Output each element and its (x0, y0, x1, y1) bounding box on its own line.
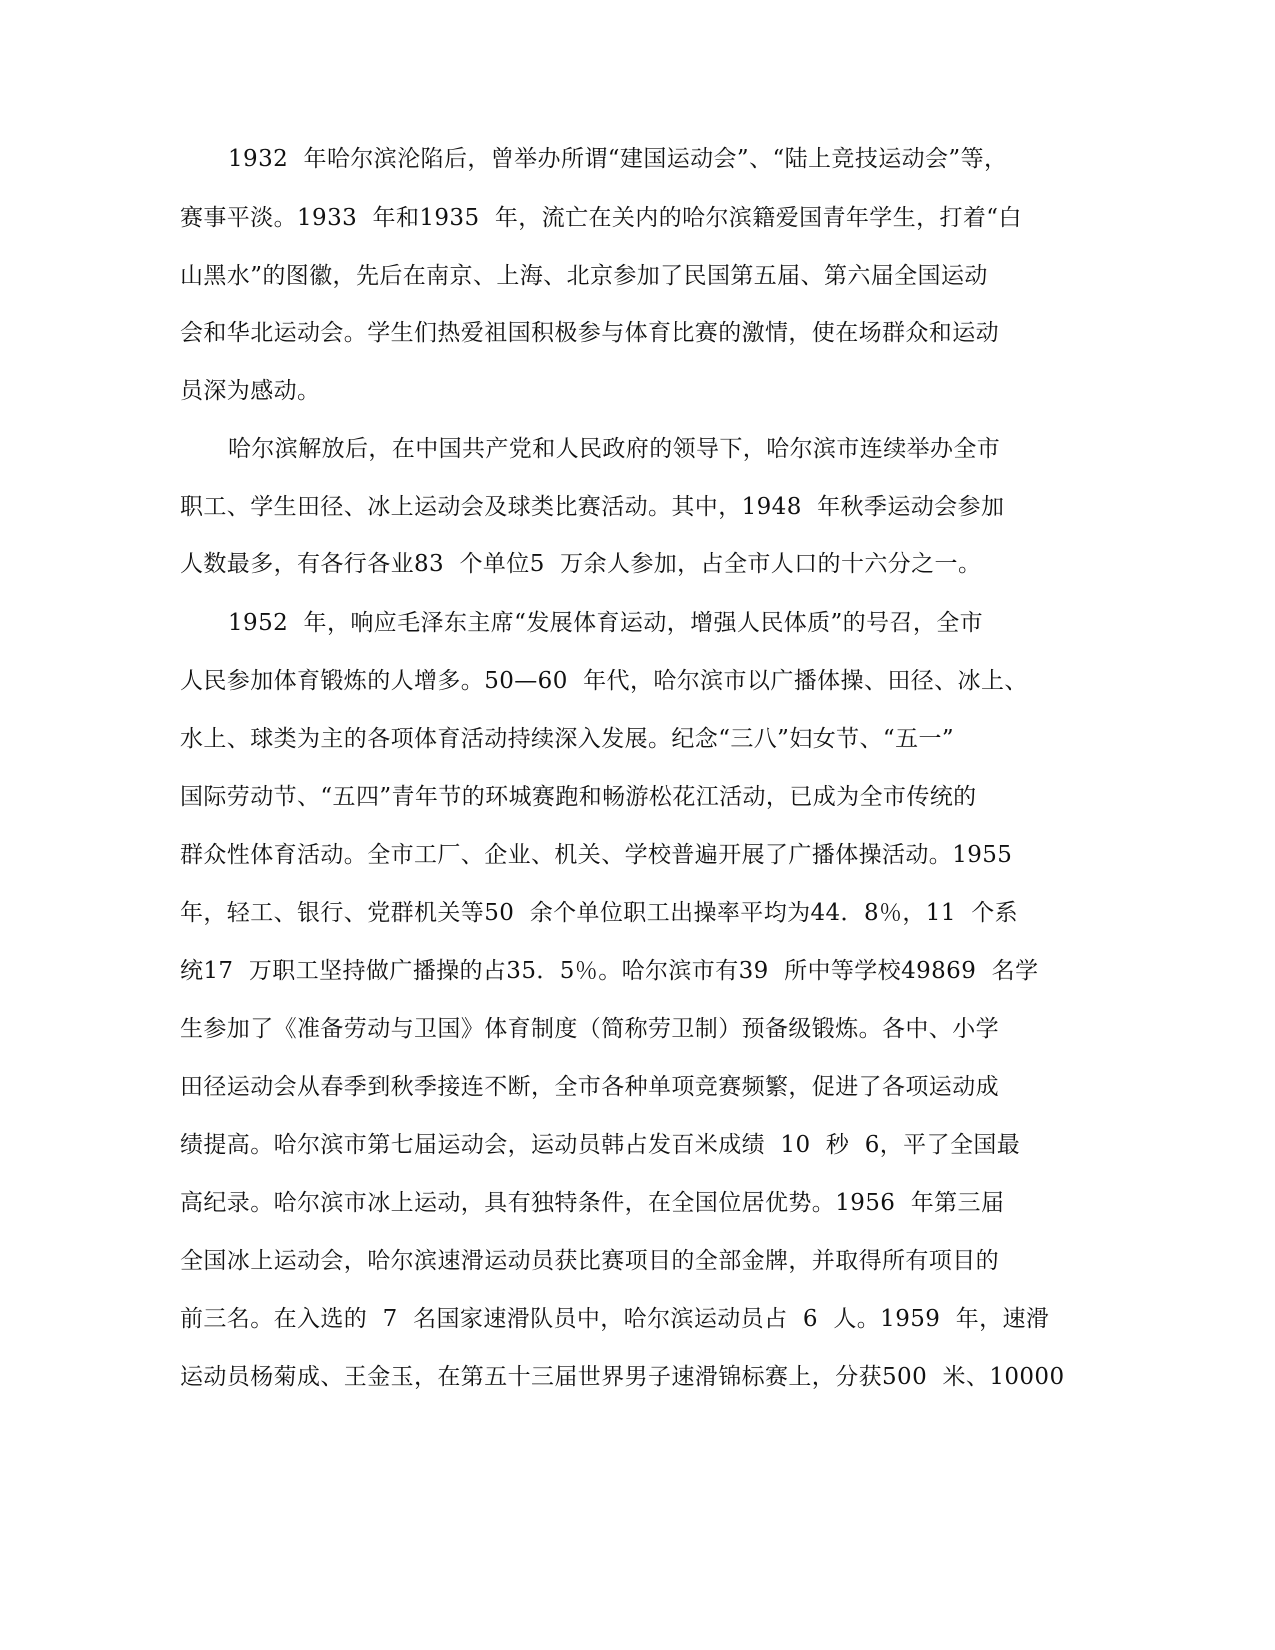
paragraph-3-line-14: 运动员杨菊成、王金玉，在第五十三届世界男子速滑锦标赛上，分获500 米、10000 (180, 1364, 1065, 1390)
paragraph-1-line-3: 山黑水”的图徽，先后在南京、上海、北京参加了民国第五届、第六届全国运动 (180, 263, 988, 289)
paragraph-3-line-7: 统17 万职工坚持做广播操的占35．5％。哈尔滨市有39 所中等学校49869 名学 (180, 958, 1039, 984)
paragraph-2-line-2: 职工、学生田径、冰上运动会及球类比赛活动。其中，1948 年秋季运动会参加 (180, 494, 1005, 520)
paragraph-3-line-11: 高纪录。哈尔滨市冰上运动，具有独特条件，在全国位居优势。1956 年第三届 (180, 1190, 1005, 1216)
paragraph-1-line-4: 会和华北运动会。学生们热爱祖国积极参与体育比赛的激情，使在场群众和运动 (180, 320, 999, 346)
paragraph-3-line-2: 人民参加体育锻炼的人增多。50—60 年代，哈尔滨市以广播体操、田径、冰上、 (180, 668, 1028, 694)
paragraph-3-line-1: 1952 年，响应毛泽东主席“发展体育运动，增强人民体质”的号召，全市 (228, 610, 984, 636)
paragraph-3-line-12: 全国冰上运动会，哈尔滨速滑运动员获比赛项目的全部金牌，并取得所有项目的 (180, 1248, 999, 1274)
paragraph-3-line-10: 绩提高。哈尔滨市第七届运动会，运动员韩占发百米成绩 10 秒 6，平了全国最 (180, 1132, 1021, 1158)
paragraph-3-line-13: 前三名。在入选的 7 名国家速滑队员中，哈尔滨运动员占 6 人。1959 年，速滑 (180, 1306, 1050, 1332)
paragraph-2-line-3: 人数最多，有各行各业83 个单位5 万余人参加，占全市人口的十六分之一。 (180, 551, 982, 577)
paragraph-3-line-3: 水上、球类为主的各项体育活动持续深入发展。纪念“三八”妇女节、“五一” (180, 726, 955, 752)
paragraph-2-line-1: 哈尔滨解放后，在中国共产党和人民政府的领导下，哈尔滨市连续举办全市 (228, 436, 1001, 462)
paragraph-3-line-8: 生参加了《准备劳动与卫国》体育制度（简称劳卫制）预备级锻炼。各中、小学 (180, 1016, 999, 1042)
paragraph-1-line-1: 1932 年哈尔滨沦陷后，曾举办所谓“建国运动会”、“陆上竞技运动会”等， (228, 146, 1008, 172)
paragraph-1-line-5: 员深为感动。 (180, 378, 321, 404)
paragraph-1-line-2: 赛事平淡。1933 年和1935 年，流亡在关内的哈尔滨籍爱国青年学生，打着“白 (180, 205, 1022, 231)
paragraph-3-line-5: 群众性体育活动。全市工厂、企业、机关、学校普遍开展了广播体操活动。1955 (180, 842, 1013, 868)
paragraph-3-line-4: 国际劳动节、“五四”青年节的环城赛跑和畅游松花江活动，已成为全市传统的 (180, 784, 977, 810)
paragraph-3-line-9: 田径运动会从春季到秋季接连不断，全市各种单项竞赛频繁，促进了各项运动成 (180, 1074, 999, 1100)
paragraph-3-line-6: 年，轻工、银行、党群机关等50 余个单位职工出操率平均为44．8％，11 个系 (180, 900, 1019, 926)
